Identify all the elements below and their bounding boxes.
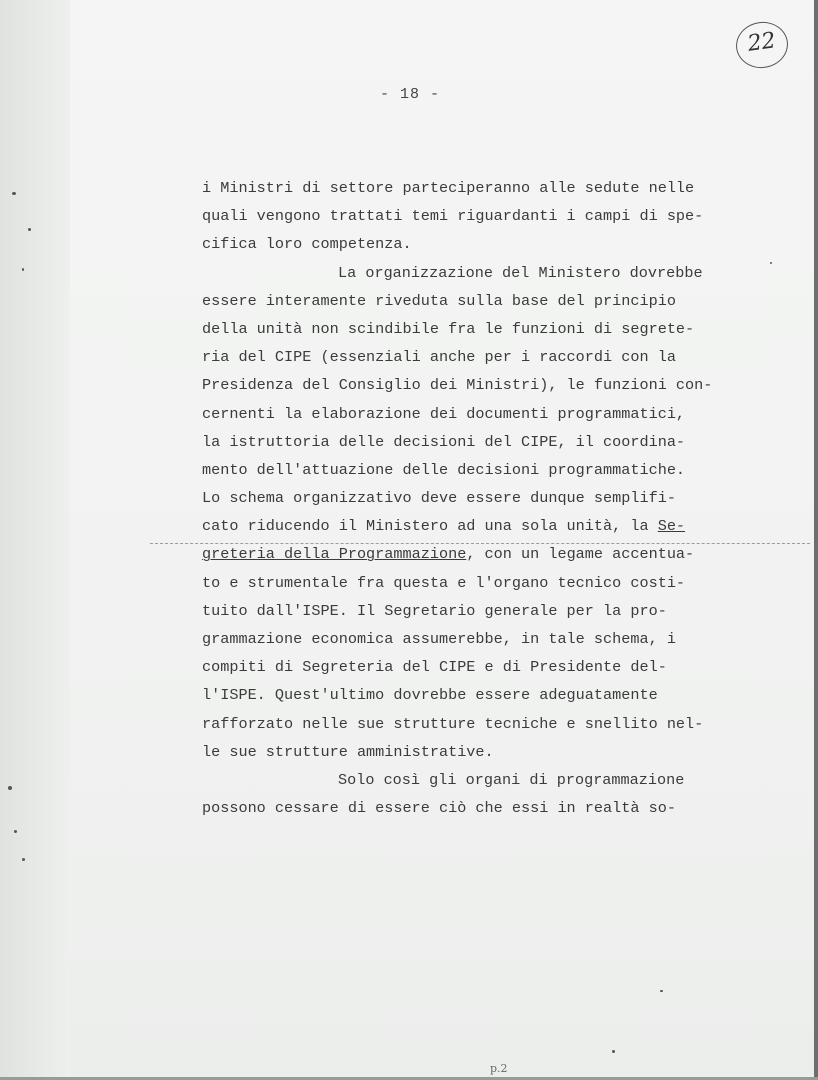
footer-mark: p.2 [490,1062,508,1075]
text-line: ria del CIPE (essenziali anche per i raccordi con la [202,348,676,367]
text-line: essere interamente riveduta sulla base del principio [202,291,676,310]
scan-left-shadow [0,0,70,1080]
scan-right-edge [814,0,818,1080]
page-number: - 18 - [380,86,441,103]
text-line: la istruttoria delle decisioni del CIPE, il coordina- [202,432,686,451]
text-line: mento dell'attuazione delle decisioni programmatiche. [202,460,686,479]
text-line: i Ministri di settore parteciperanno alle sedute nelle [202,179,695,197]
text-line: grammazione economica assumerebbe, in tale schema, i [202,630,676,648]
text-fragment: cato riducendo il Ministero ad una sola unità, la [202,517,658,536]
text-line [202,540,772,568]
text-line: Presidenza del Consiglio dei Ministri), le funzioni con- [202,376,713,395]
text-line: compiti di Segreteria del CIPE e di Presidente del- [202,658,667,677]
stamp-number: 22 [746,28,778,57]
underlined-text: Se- [657,517,686,536]
text-line: Solo così gli organi di programmazione [338,770,685,789]
text-line: Lo schema organizzativo deve essere dunque semplifi- [202,489,676,508]
scan-speck [22,858,25,861]
text-fragment: , con un legame accentua- [466,545,695,564]
scan-speck [660,990,663,992]
scan-speck [612,1050,615,1053]
text-line: possono cessare di essere ciò che essi in realtà so- [202,799,676,818]
text-line: l'ISPE. Quest'ultimo dovrebbe essere adeguatamente [202,686,658,705]
text-line: cifica loro competenza. [202,235,412,254]
text-line: della unità non scindibile fra le funzioni di segrete- [202,319,695,338]
underlined-text: greteria della Programmazione [202,545,467,564]
scan-speck [28,228,31,231]
text-line: le sue strutture amministrative. [202,742,494,761]
scan-speck [12,192,16,195]
scan-speck [770,262,772,264]
text-line: cernenti la elaborazione dei documenti programmatici, [202,404,686,423]
body-text [202,174,772,822]
page-stamp [733,19,791,72]
scan-speck [8,786,12,790]
text-line: to e strumentale fra questa e l'organo tecnico costi- [202,573,686,592]
scan-speck [22,268,24,271]
text-line: quali vengono trattati temi riguardanti i campi di spe- [202,207,704,226]
text-line: tuito dall'ISPE. Il Segretario generale per la pro- [202,601,667,620]
text-line: rafforzato nelle sue strutture tecniche e snellito nel- [202,714,704,733]
text-line [202,512,772,540]
text-line: La organizzazione del Ministero dovrebbe [338,263,703,282]
scan-speck [14,830,17,833]
